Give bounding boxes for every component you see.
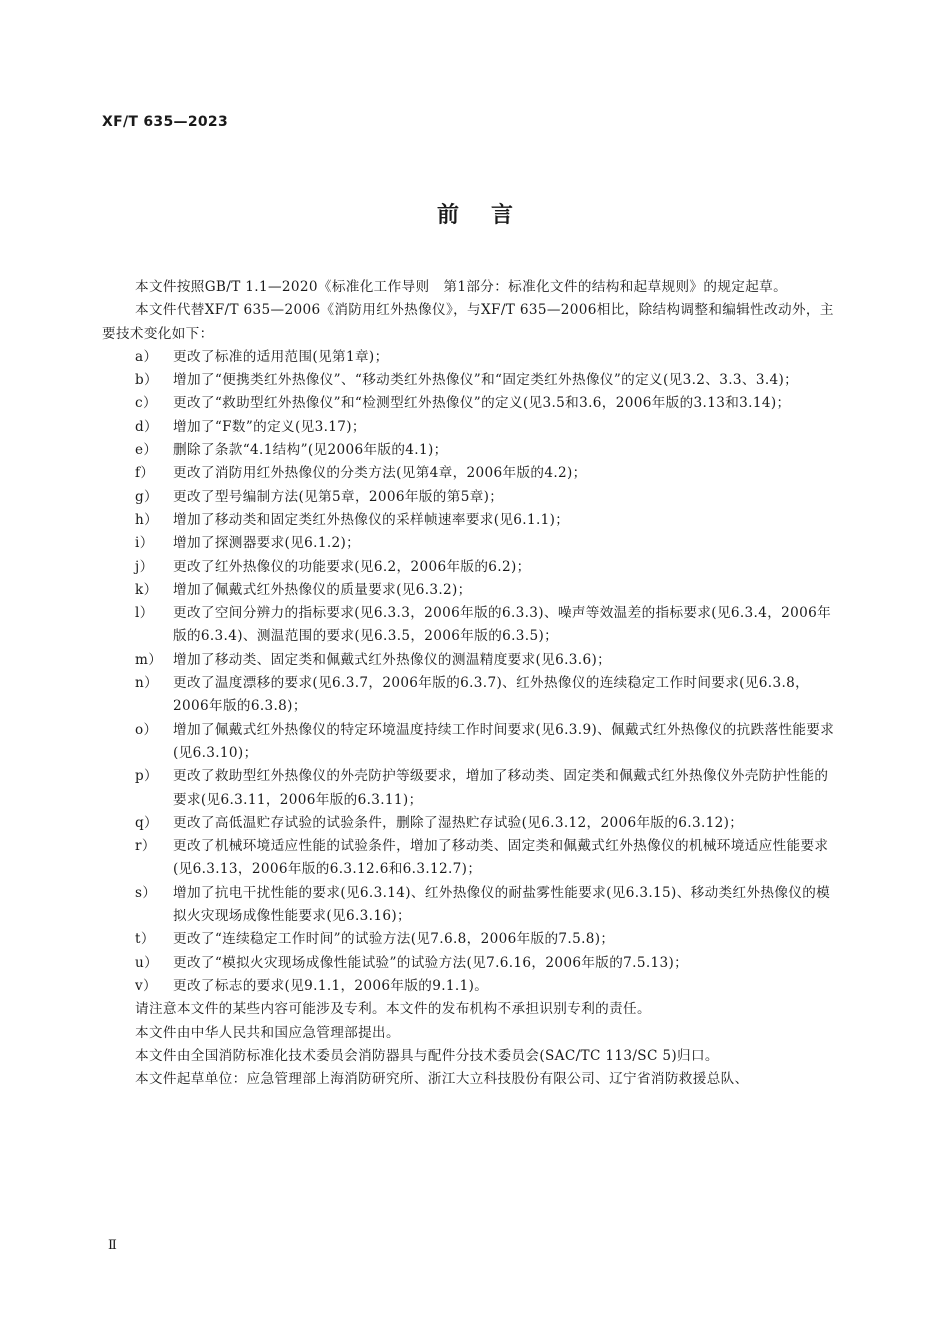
list-item-label: d） [135,418,158,435]
page-number: Ⅱ [108,1238,117,1253]
list-item-text: 更改了救助型红外热像仪的外壳防护等级要求，增加了移动类、固定类和佩戴式红外热像仪外壳防护性能的要求(见6.3.11，2006年版的6.3.11)； [173,768,829,808]
list-item-text: 增加了佩戴式红外热像仪的特定环境温度持续工作时间要求(见6.3.9)、佩戴式红外热像仪的抗跌落性能要求(见6.3.10)； [173,721,835,761]
list-item [102,952,838,975]
list-item-text: 更改了空间分辨力的指标要求(见6.3.3，2006年版的6.3.3)、噪声等效温差的指标要求(见6.3.4，2006年版的6.3.4)、测温范围的要求(见6.3.5，2006年版的6.3.5)； [173,605,832,645]
closing-paragraph: 本文件起草单位：应急管理部上海消防研究所、浙江大立科技股份有限公司、辽宁省消防救援总队、 [135,1071,749,1088]
closing-paragraph: 本文件由全国消防标准化技术委员会消防器具与配件分技术委员会(SAC/TC 113/SC 5)归口。 [135,1047,719,1064]
list-item-label: e） [135,442,158,459]
list-item-label: n） [135,675,159,692]
intro-paragraph: 本文件按照GB/T 1.1—2020《标准化工作导则 第1部分：标准化文件的结构和起草规则》的规定起草。 [135,279,788,295]
list-item-text: 增加了“F数”的定义(见3.17)； [173,418,366,435]
intro-paragraph: 本文件代替XF/T 635—2006《消防用红外热像仪》，与XF/T 635—2006相比，除结构调整和编辑性改动外，主要技术变化如下： [102,302,834,342]
list-item-text: 更改了红外热像仪的功能要求(见6.2，2006年版的6.2)； [173,558,531,575]
list-item [102,579,838,602]
list-item [102,462,838,485]
list-item-label: u） [135,954,159,971]
list-item-text: 增加了“便携类红外热像仪”、“移动类红外热像仪”和“固定类红外热像仪”的定义(见3.2、3.3、3.4)； [173,372,799,389]
list-item-label: t） [135,931,155,948]
list-item-text: 增加了佩戴式红外热像仪的质量要求(见6.3.2)； [173,581,472,598]
list-item [102,672,838,719]
list-item-label: i） [135,535,154,552]
list-item [102,439,838,462]
list-item-text: 更改了“模拟火灾现场成像性能试验”的试验方法(见7.6.16，2006年版的7.5.13)； [173,954,689,971]
list-item-label: v） [135,977,157,994]
list-item-label: p） [135,768,158,785]
list-item-text: 更改了型号编制方法(见第5章，2006年版的第5章)； [173,488,504,505]
list-item-text: 更改了标志的要求(见9.1.1，2006年版的9.1.1)。 [173,977,489,994]
list-item [102,719,838,766]
list-item [102,532,838,555]
list-item [102,486,838,509]
list-item-text: 更改了高低温贮存试验的试验条件，删除了湿热贮存试验(见6.3.12，2006年版的6.3.12)； [173,814,744,831]
list-item-label: j） [135,558,154,575]
list-item-label: c） [135,395,157,412]
list-item-label: r） [135,838,156,855]
list-item-label: q） [135,814,158,831]
list-item-text: 删除了条款“4.1结构”(见2006年版的4.1)； [173,442,448,459]
list-item [102,509,838,532]
closing-paragraph: 请注意本文件的某些内容可能涉及专利。本文件的发布机构不承担识别专利的责任。 [135,1001,651,1018]
list-item-text: 增加了探测器要求(见6.1.2)； [173,535,361,552]
list-item-label: f） [135,465,155,482]
list-item-label: l） [135,605,154,622]
list-item-label: m） [135,651,163,668]
list-item [102,835,838,882]
list-item-text: 增加了移动类和固定类红外热像仪的采样帧速率要求(见6.1.1)； [173,511,570,528]
list-item-label: h） [135,511,159,528]
list-item [102,765,838,812]
list-item-text: 更改了机械环境适应性能的试验条件，增加了移动类、固定类和佩戴式红外热像仪的机械环境适应性能要求(见6.3.13，2006年版的6.3.12.6和6.3.12.7)； [173,838,829,878]
document-code: XF/T 635—2023 [102,114,228,130]
list-item [102,882,838,929]
closing-paragraph: 本文件由中华人民共和国应急管理部提出。 [135,1024,400,1041]
list-item-label: a） [135,348,158,365]
list-item [102,416,838,439]
list-item-text: 更改了标准的适用范围(见第1章)； [173,348,389,365]
list-item-label: o） [135,721,158,738]
foreword-body [102,276,838,1091]
list-item [102,556,838,579]
page-title: 前言 [436,203,545,228]
list-item-label: g） [135,488,158,505]
list-item-text: 更改了消防用红外热像仪的分类方法(见第4章，2006年版的4.2)； [173,465,587,482]
list-item-label: k） [135,581,158,598]
list-item [102,975,838,998]
list-item [102,812,838,835]
list-item-label: s） [135,884,157,901]
list-item-text: 增加了抗电干扰性能的要求(见6.3.14)、红外热像仪的耐盐雾性能要求(见6.3.15)、移动类红外热像仪的模拟火灾现场成像性能要求(见6.3.16)； [173,884,831,925]
list-item [102,369,838,392]
list-item-text: 更改了温度漂移的要求(见6.3.7，2006年版的6.3.7)、红外热像仪的连续稳定工作时间要求(见6.3.8，2006年版的6.3.8)； [173,675,810,715]
list-item-text: 更改了“救助型红外热像仪”和“检测型红外热像仪”的定义(见3.5和3.6，2006年版的3.13和3.14)； [173,395,791,412]
list-item [102,346,838,369]
list-item-text: 增加了移动类、固定类和佩戴式红外热像仪的测温精度要求(见6.3.6)； [173,651,612,668]
list-item [102,602,838,649]
list-item [102,392,838,415]
list-item [102,649,838,672]
changes-list [102,346,838,998]
list-item-label: b） [135,372,158,389]
list-item-text: 更改了“连续稳定工作时间”的试验方法(见7.6.8，2006年版的7.5.8)； [173,931,615,948]
list-item [102,928,838,951]
